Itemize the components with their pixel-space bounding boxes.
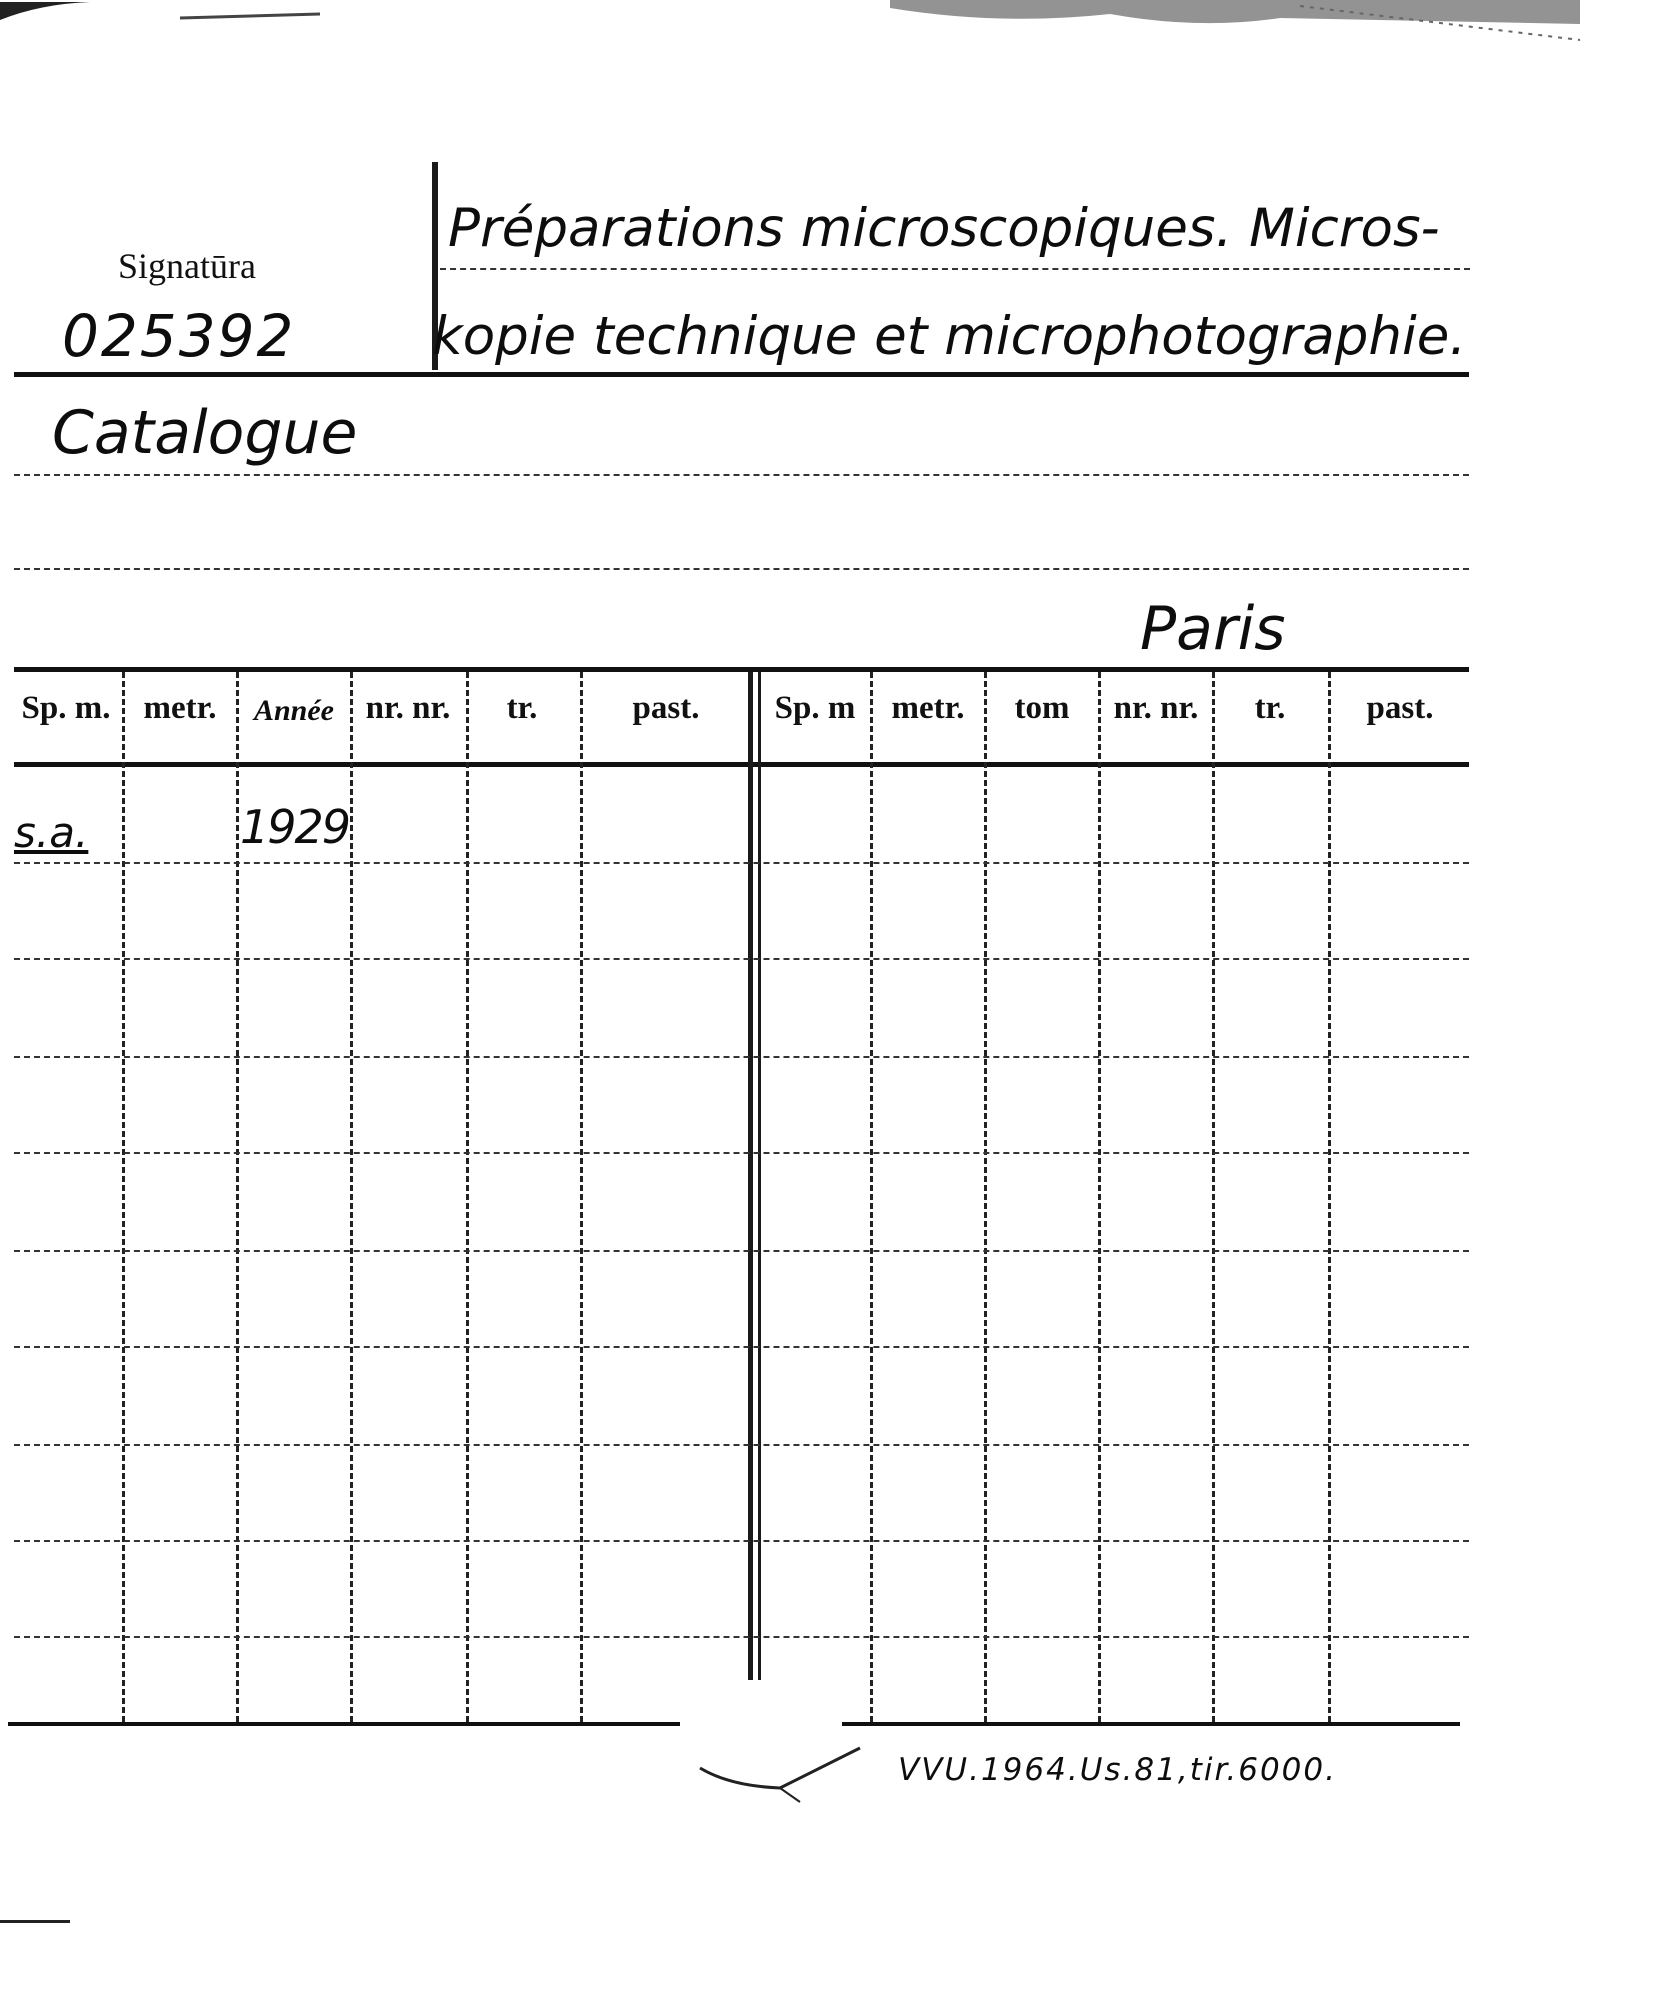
table-row-line: [14, 1346, 1469, 1348]
category-rule: [14, 474, 1469, 476]
table-row-line: [14, 862, 1469, 864]
edge-scratch: [0, 1920, 70, 1923]
col-header-sp-m-left: Sp. m.: [21, 690, 111, 726]
header-rule: [14, 372, 1469, 377]
pen-stroke-mark: [690, 1728, 880, 1808]
col-divider: [984, 672, 987, 1722]
col-header-nr-nr-right: nr. nr.: [1113, 690, 1199, 726]
col-divider: [1212, 672, 1215, 1722]
col-header-past-left: past.: [632, 690, 700, 726]
col-header-tom-right: tom: [1014, 690, 1070, 726]
col-divider: [580, 672, 583, 1722]
center-double-rule: [748, 672, 753, 1680]
col-divider: [1328, 672, 1331, 1722]
footer-imprint: VVU.1964.Us.81,tir.6000.: [898, 1752, 1337, 1788]
table-bottom-rule: [8, 1722, 680, 1726]
signature-label: Signatūra: [118, 246, 256, 286]
table-row-line: [14, 1250, 1469, 1252]
col-divider: [236, 672, 239, 1722]
col-divider: [350, 672, 353, 1722]
table-row-line: [14, 1152, 1469, 1154]
col-header-annee-left: Année: [253, 694, 334, 727]
col-header-sp-m-right: Sp. m: [774, 690, 856, 726]
table-header-rule: [14, 762, 1469, 767]
col-divider: [870, 672, 873, 1722]
category-text: Catalogue: [52, 398, 358, 468]
col-divider: [122, 672, 125, 1722]
col-header-tr-left: tr.: [506, 690, 538, 726]
col-header-tr-right: tr.: [1254, 690, 1286, 726]
table-cell-sp-m: s.a.: [14, 808, 89, 857]
table-top-rule: [14, 667, 1469, 672]
title-line-1: Préparations microscopiques. Micros-: [448, 198, 1440, 259]
col-header-past-right: past.: [1366, 690, 1434, 726]
col-header-metr-left: metr.: [143, 690, 217, 726]
blank-rule: [14, 568, 1469, 570]
table-row-line: [14, 1444, 1469, 1446]
col-header-nr-nr-left: nr. nr.: [365, 690, 451, 726]
table-row-line: [14, 1056, 1469, 1058]
title-underline: [440, 268, 1470, 270]
table-row-line: [14, 958, 1469, 960]
col-divider: [466, 672, 469, 1722]
center-double-rule: [758, 672, 761, 1680]
table-row-line: [14, 1636, 1469, 1638]
place-text: Paris: [1140, 594, 1286, 664]
col-divider: [1098, 672, 1101, 1722]
table-cell-year: 1929: [240, 800, 350, 854]
torn-edge-mark: [0, 0, 1653, 60]
title-line-2: kopie technique et microphotographie.: [432, 306, 1467, 367]
col-header-metr-right: metr.: [891, 690, 965, 726]
table-row-line: [14, 1540, 1469, 1542]
table-bottom-rule: [842, 1722, 1460, 1726]
signature-number: 025392: [62, 302, 296, 370]
